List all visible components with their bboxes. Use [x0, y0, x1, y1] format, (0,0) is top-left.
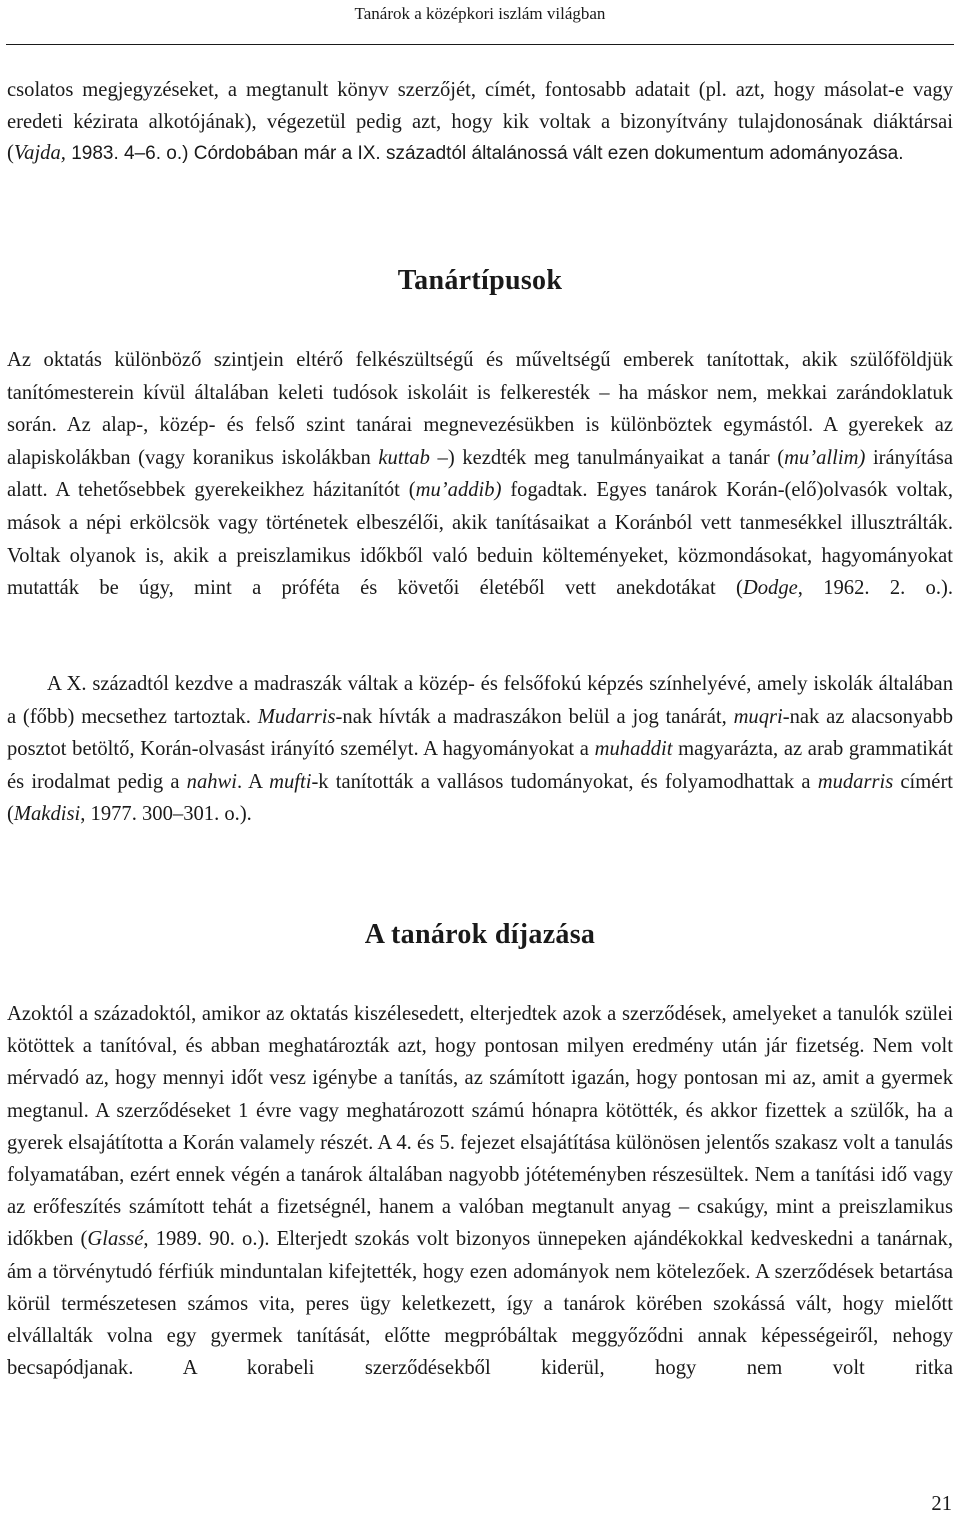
intro-paragraph: csolatos megjegyzéseket, a megtanult könyv szerzőjét, címét, fontosabb adatait (pl. azt, hogy másolat-e vagy eredeti kézirata alkotójának), végezetül pedig azt, hogy kik voltak a bizonyítvány tulajdonosának diáktársai (Vajda, 1983. 4–6. o.) Córdobában már a IX. századtól általánossá vált ezen dokumentum adományozása.: [7, 79, 953, 164]
section2-paragraph-1: Azoktól a századoktól, amikor az oktatás kiszélesedett, elterjedtek azok a szerződések, amelyeket a tanulók szülei kötöttek a tanítóval, és abban meghatározták azt, hogy pontosan milyen eredmény után jár fizetség. Nem volt mérvadó az, hogy mennyi időt vesz igénybe a tanítás, az számított igazán, hogy pontosan mi az, amit a gyermek megtanul. A szerződéseket 1 évre vagy meghatározott számú hónapra kötötték, és akkor fizettek a szülők, ha a gyerek elsajátította a Korán valamely részét. A 4. és 5. fejezet elsajátítása különösen jelentős szakasz volt a tanulás folyamatában, ezért ennek végén a tanárok általában nagyobb jótéteményben részesültek. Nem a tanítási idő vagy az erőfeszítés számított tehát a fizetségnél, hanem a valóban megtanult anyag – csakúgy, mint a preiszlamikus időkben (Glassé, 1989. 90. o.). Elterjedt szokás volt bizonyos ünnepeken ajándékokkal kedveskedni a tanárnak, ám a törvénytudó férfiúk minduntalan kifejtették, hogy ezen adományok nem kötelezőek. A szerződések betartása körül természetesen számos vita, peres ügy keletkezett, így a tanárok körében szokássá vált, hogy mielőtt elvállalták volna egy gyermek tanítását, előtte megpróbáltak meggyőződni annak képességeiről, nehogy becsapódjanak. A korabeli szerződésekből kiderül, hogy nem volt ritka: [7, 1003, 953, 1380]
section1-paragraph-2: A X. századtól kezdve a madraszák váltak a közép- és felsőfokú képzés színhelyévé, amely iskolák általában a (főbb) mecsethez tartoztak. Mudarris-nak hívták a madraszákon belül a jog tanárát, muqri-nak az alacsonyabb posztot betöltő, Korán-olvasást irányító személyt. A hagyományokat a muhaddit magyarázta, az arab grammatikát és irodalmat pedig a nahwi. A mufti-k tanították a vallásos tudományokat, és folyamodhattak a mudarris címért (Makdisi, 1977. 300–301. o.).: [7, 673, 954, 826]
section-heading-tanarok-dijazasa: A tanárok díjazása: [364, 919, 596, 950]
section-heading-tanartipusok: Tanártípusok: [397, 265, 563, 296]
section1-paragraph-1: Az oktatás különböző szintjein eltérő felkészültségű és műveltségű emberek tanítottak, akik szülőföldjük tanítómesterein kívül általában keleti tudósok iskoláit is felkeresték – ha máskor nem, mekkai zarándoklatuk során. Az alap-, közép- és felső szint tanárai megnevezésükben is különböztek egymástól. A gyerekek az alapiskolákban (vagy koranikus iskolákban kuttab –) kezdték meg tanulmányaikat a tanár (mu’allim) irányítása alatt. A tehetősebbek gyerekeikhez házitanítót (mu’addib) fogadtak. Egyes tanárok Korán-(elő)olvasók voltak, mások a népi erkölcsök vagy történetek elbeszélői, akik tanításaikat a Koránból vett tanmesékkel illusztrálták. Voltak olyanok is, akik a preiszlamikus időkből való beduin költeményeket, közmondásokat, hagyományokat mutatták be úgy, mint a próféta és követői életéből vett anekdotákat (Dodge, 1962. 2. o.).: [7, 349, 954, 600]
page-number: 21: [931, 1493, 952, 1515]
running-header: Tanárok a középkori iszlám világban: [354, 4, 606, 23]
header-rule: [6, 44, 954, 45]
